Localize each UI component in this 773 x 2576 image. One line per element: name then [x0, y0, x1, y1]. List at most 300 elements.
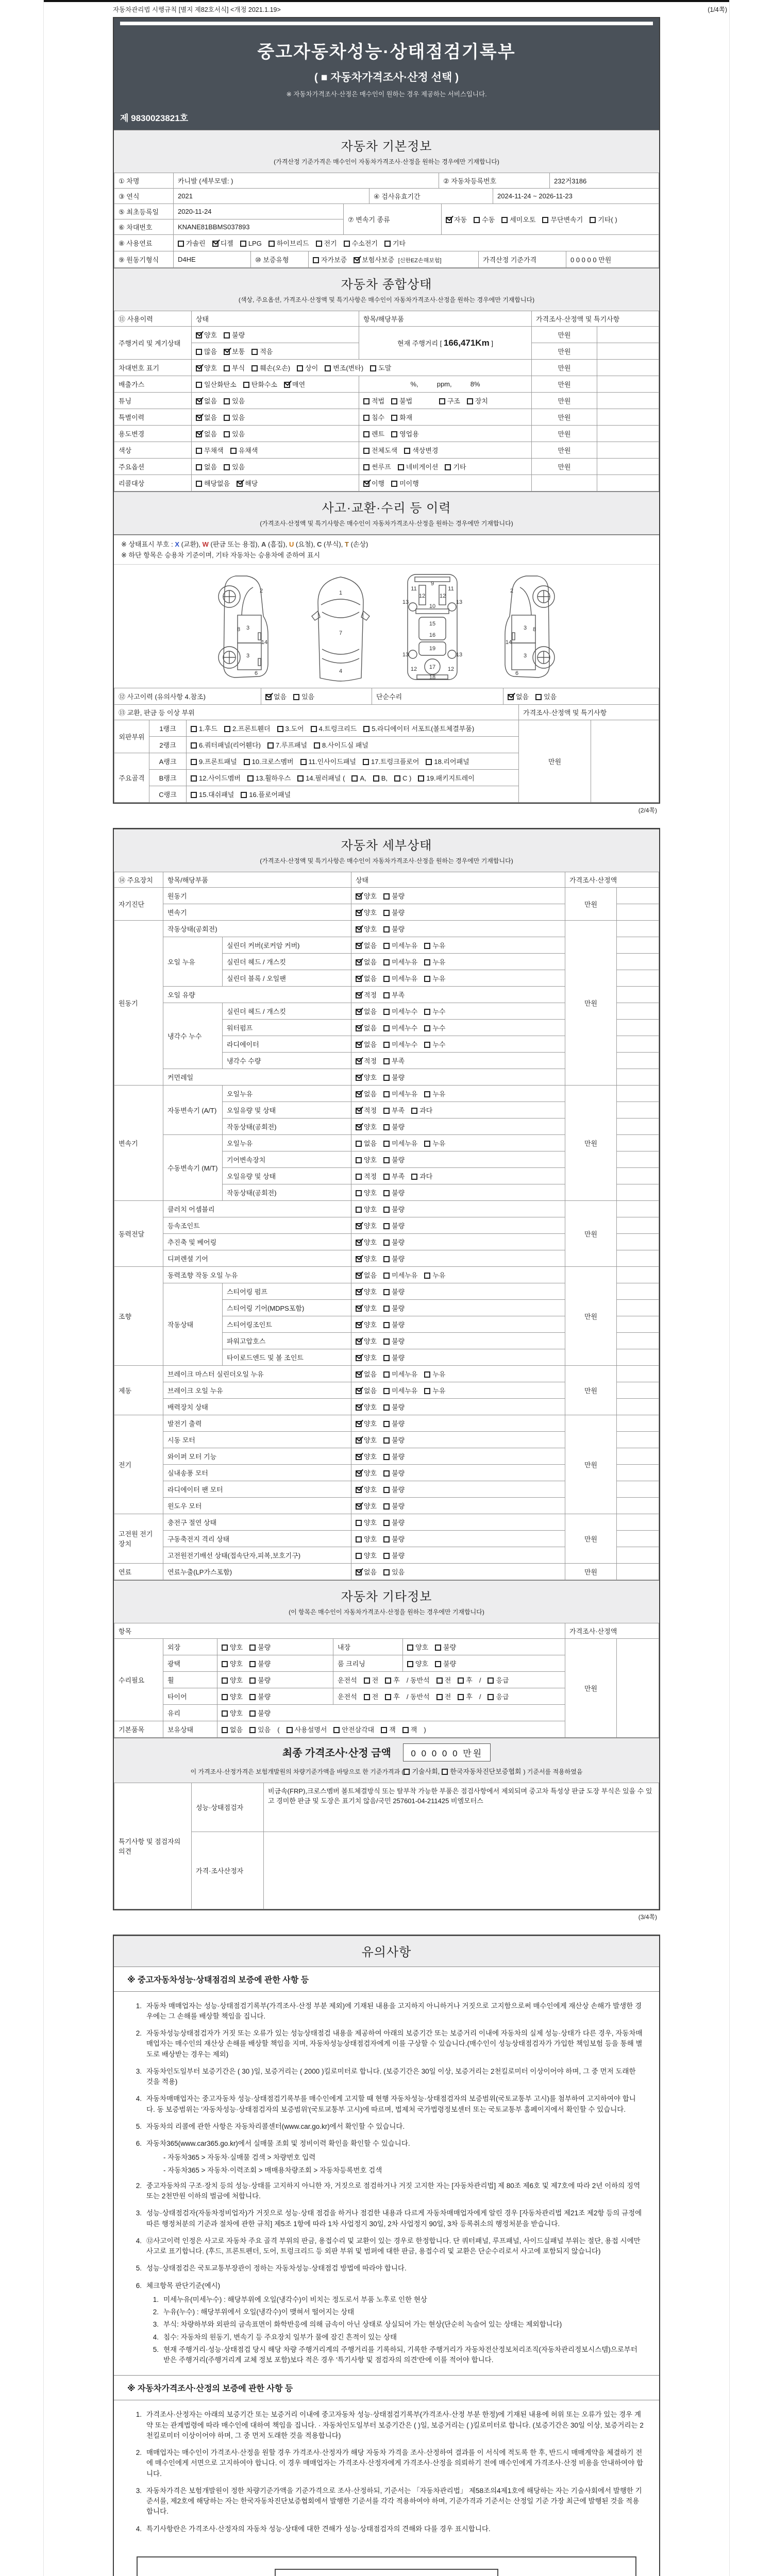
option — [383, 1221, 405, 1230]
price-cell: 만원 — [565, 1200, 617, 1266]
option — [241, 789, 291, 799]
checkbox-unchecked[interactable] — [383, 1108, 390, 1114]
status-checks — [351, 887, 565, 904]
remark-cell — [617, 1464, 659, 1481]
current-mileage: 현재 주행거리 [ 166,471Km ] — [359, 327, 532, 360]
checkbox-unchecked[interactable] — [224, 415, 230, 421]
checkbox-unchecked[interactable] — [356, 1157, 362, 1163]
checkbox-unchecked[interactable] — [474, 217, 480, 223]
checkbox-unchecked[interactable] — [411, 1108, 417, 1114]
usage-kind-checks — [359, 426, 532, 442]
option — [356, 1138, 377, 1148]
checkbox-unchecked[interactable] — [383, 1322, 390, 1328]
transmission-type-checks — [442, 204, 659, 235]
checkbox-unchecked[interactable] — [191, 775, 197, 782]
option-label: 누유 — [432, 1139, 446, 1147]
checkbox-unchecked[interactable] — [224, 726, 230, 732]
item-label: 충전구 절연 상태 — [163, 1514, 351, 1530]
checkbox-unchecked[interactable] — [364, 1694, 370, 1700]
checkbox-unchecked[interactable] — [383, 1141, 390, 1147]
checkbox-unchecked[interactable] — [224, 464, 230, 470]
checkbox-checked[interactable] — [356, 1289, 362, 1295]
checkbox-unchecked[interactable] — [426, 759, 432, 765]
checkbox-unchecked[interactable] — [222, 1677, 228, 1684]
checkbox-checked[interactable] — [196, 398, 202, 404]
checkbox-checked[interactable] — [356, 1322, 362, 1328]
checkbox-unchecked[interactable] — [383, 1289, 390, 1295]
checkbox-unchecked[interactable] — [363, 431, 369, 437]
option — [383, 1534, 405, 1544]
checkbox-unchecked[interactable] — [222, 1727, 228, 1733]
checkbox-unchecked[interactable] — [224, 332, 230, 338]
checkbox-checked[interactable] — [356, 1404, 362, 1411]
checkbox-checked[interactable] — [356, 1256, 362, 1262]
checkbox-checked[interactable] — [356, 1273, 362, 1279]
checkbox-unchecked[interactable] — [311, 726, 317, 732]
checkbox-checked[interactable] — [356, 959, 362, 965]
checkbox-unchecked[interactable] — [243, 382, 249, 388]
checkbox-unchecked[interactable] — [356, 1207, 362, 1213]
checkbox-unchecked[interactable] — [222, 1645, 228, 1651]
sub-group: 작동상태 — [163, 1283, 223, 1365]
option-label: 없음 — [364, 1139, 377, 1147]
state-code-legend: ※ 상태표시 부호 : X (교환), W (판금 또는 용접), A (흠집), U (요철), C (부식), T (손상) ※ 하단 항목은 승용차 기준이며, 기타 자동차는 승용차에 준하여 표시 — [114, 535, 659, 564]
checkbox-unchecked[interactable] — [222, 1694, 228, 1700]
checkbox-checked[interactable] — [356, 1108, 362, 1114]
checkbox-unchecked[interactable] — [383, 1157, 390, 1163]
checkbox-unchecked[interactable] — [383, 976, 390, 982]
checkbox-unchecked[interactable] — [191, 792, 197, 798]
remark-cell — [617, 1151, 659, 1167]
option-label: 불량 — [392, 1518, 405, 1527]
svg-text:3: 3 — [246, 652, 250, 659]
checkbox-unchecked[interactable] — [297, 365, 303, 371]
checkbox-unchecked[interactable] — [224, 365, 230, 371]
checkbox-unchecked[interactable] — [363, 464, 369, 470]
checkbox-unchecked[interactable] — [300, 759, 307, 765]
checkbox-unchecked[interactable] — [196, 349, 202, 355]
checkbox-unchecked[interactable] — [249, 1661, 256, 1667]
checkbox-unchecked[interactable] — [383, 1124, 390, 1130]
checkbox-unchecked[interactable] — [383, 1338, 390, 1345]
checkbox-checked[interactable] — [356, 1487, 362, 1493]
option — [436, 1691, 451, 1701]
checkbox-unchecked[interactable] — [383, 1091, 390, 1097]
checkbox-unchecked[interactable] — [249, 1677, 256, 1684]
item-label: 라디에이터 — [223, 1036, 351, 1052]
checkbox-checked[interactable] — [508, 694, 514, 700]
checkbox-checked[interactable] — [356, 1503, 362, 1510]
checkbox-unchecked[interactable] — [391, 415, 397, 421]
checkbox-unchecked[interactable] — [424, 1091, 430, 1097]
status-checks — [351, 1250, 565, 1266]
checkbox-unchecked[interactable] — [383, 1174, 390, 1180]
item-label: 타이로드엔드 및 볼 조인트 — [223, 1349, 351, 1365]
checkbox-unchecked[interactable] — [244, 759, 250, 765]
checkbox-checked[interactable] — [354, 257, 360, 263]
checkbox-checked[interactable] — [356, 1388, 362, 1394]
option-label: 불량 — [392, 1485, 405, 1494]
checkbox-unchecked[interactable] — [356, 1553, 362, 1559]
option — [249, 1691, 271, 1701]
option — [356, 1550, 377, 1560]
checkbox-unchecked[interactable] — [356, 1190, 362, 1196]
checkbox-unchecked[interactable] — [196, 464, 202, 470]
checkbox-unchecked[interactable] — [383, 1569, 390, 1575]
checkbox-unchecked[interactable] — [385, 1694, 391, 1700]
checkbox-unchecked[interactable] — [178, 241, 184, 247]
checkbox-checked[interactable] — [356, 1470, 362, 1477]
checkbox-unchecked[interactable] — [383, 910, 390, 916]
checkbox-checked[interactable] — [356, 1075, 362, 1081]
checkbox-unchecked[interactable] — [333, 1727, 340, 1733]
checkbox-unchecked[interactable] — [391, 431, 397, 437]
checkbox-checked[interactable] — [356, 893, 362, 900]
code-c: C — [317, 540, 322, 548]
option-label: 누유 — [432, 974, 446, 982]
checkbox-unchecked[interactable] — [424, 943, 430, 949]
checkbox-checked[interactable] — [356, 1355, 362, 1361]
checkbox-unchecked[interactable] — [391, 398, 397, 404]
warranty-type-checks — [313, 256, 394, 264]
checkbox-unchecked[interactable] — [224, 398, 230, 404]
checkbox-unchecked[interactable] — [424, 1141, 430, 1147]
checkbox-unchecked[interactable] — [501, 217, 508, 223]
checkbox-checked[interactable] — [356, 1240, 362, 1246]
option-label: 네비게이션 — [406, 463, 439, 471]
checkbox-unchecked[interactable] — [196, 448, 202, 454]
checkbox-unchecked[interactable] — [383, 1437, 390, 1444]
special-kind-checks — [359, 409, 532, 426]
checkbox-unchecked[interactable] — [404, 1769, 410, 1775]
checkbox-unchecked[interactable] — [277, 726, 283, 732]
item-label: 연료누출(LP가스포함) — [163, 1563, 351, 1580]
checkbox-unchecked[interactable] — [407, 1645, 413, 1651]
column-header: 상태 — [192, 311, 359, 327]
checkbox-unchecked[interactable] — [442, 1769, 448, 1775]
checkbox-checked[interactable] — [356, 976, 362, 982]
accident-history-title: 사고·교환·수리 등 이력 — [322, 501, 451, 515]
checkbox-unchecked[interactable] — [356, 1536, 362, 1543]
checkbox-unchecked[interactable] — [488, 1694, 494, 1700]
checkbox-unchecked[interactable] — [383, 1240, 390, 1246]
checkbox-unchecked[interactable] — [287, 1727, 293, 1733]
option-label: 불량 — [443, 1659, 457, 1668]
checkbox-unchecked[interactable] — [363, 398, 369, 404]
status-checks — [351, 1316, 565, 1332]
checkbox-unchecked[interactable] — [435, 1645, 441, 1651]
option-label: 불량 — [258, 1659, 271, 1668]
checkbox-unchecked[interactable] — [385, 1677, 391, 1684]
checkbox-unchecked[interactable] — [424, 1371, 430, 1378]
option-label: 불량 — [392, 1535, 405, 1543]
checkbox-unchecked[interactable] — [436, 1677, 443, 1684]
final-appraisal-band — [114, 1738, 659, 1783]
checkbox-unchecked[interactable] — [356, 1141, 362, 1147]
checkbox-unchecked[interactable] — [356, 1520, 362, 1526]
checkbox-unchecked[interactable] — [439, 398, 445, 404]
checkbox-checked[interactable] — [356, 1569, 362, 1575]
option-label: 불량 — [392, 1353, 405, 1362]
checkbox-unchecked[interactable] — [230, 448, 237, 454]
checkbox-unchecked[interactable] — [383, 1553, 390, 1559]
checkbox-unchecked[interactable] — [251, 349, 258, 355]
row-label: 리콜대상 — [114, 475, 192, 492]
checkbox-unchecked[interactable] — [436, 1694, 443, 1700]
checkbox-unchecked[interactable] — [383, 959, 390, 965]
checkbox-unchecked[interactable] — [224, 431, 230, 437]
checkbox-unchecked[interactable] — [458, 1677, 464, 1684]
checkbox-unchecked[interactable] — [383, 1009, 390, 1015]
checkbox-unchecked[interactable] — [293, 694, 299, 700]
checkbox-unchecked[interactable] — [391, 481, 397, 487]
notice-item: 2. 자동차성능상태점검자가 거짓 또는 오류가 있는 성능상태점검 내용을 제공하여 아래의 보증기간 또는 보증거리 이내에 자동차의 실제 성능·상태가 다른 경우, 자동차매매업자는 매수인의 재산상 손해를 배상할 책임을 지며, 자동차성능상태점검자에게 이를 구상할 수 있습니다.(매수인이 성능상태점검자가 가입한 책임보험 등을 통해 별도로 배상받는 경우는 제외) — [136, 2029, 643, 2058]
checkbox-unchecked[interactable] — [268, 241, 275, 247]
checkbox-checked[interactable] — [356, 1058, 362, 1064]
option — [247, 773, 291, 783]
option-label: 미세누유 — [392, 974, 418, 982]
checkbox-unchecked[interactable] — [424, 1042, 430, 1048]
checkbox-unchecked[interactable] — [313, 257, 319, 263]
option — [424, 1270, 445, 1280]
checkbox-unchecked[interactable] — [383, 1371, 390, 1378]
checkbox-unchecked[interactable] — [383, 943, 390, 949]
checkbox-unchecked[interactable] — [383, 1256, 390, 1262]
checkbox-unchecked[interactable] — [364, 1677, 370, 1684]
status-checks — [351, 904, 565, 920]
item-label: 룸 크리닝 — [333, 1655, 403, 1671]
option — [402, 1724, 417, 1734]
status-checks — [351, 1266, 565, 1283]
checkbox-unchecked[interactable] — [251, 365, 258, 371]
checkbox-unchecked[interactable] — [297, 775, 304, 782]
checkbox-checked[interactable] — [356, 1223, 362, 1229]
checkbox-unchecked[interactable] — [424, 959, 430, 965]
option — [224, 412, 245, 422]
svg-text:14: 14 — [261, 639, 268, 646]
checkbox-unchecked[interactable] — [222, 1710, 228, 1717]
checkbox-unchecked[interactable] — [383, 1404, 390, 1411]
option-label: 미세누유 — [392, 1370, 418, 1378]
option-label: 전체도색 — [372, 447, 398, 454]
checkbox-checked[interactable] — [224, 349, 230, 355]
checkbox-unchecked[interactable] — [383, 1306, 390, 1312]
checkbox-unchecked[interactable] — [363, 448, 369, 454]
checkbox-checked[interactable] — [356, 1421, 362, 1427]
checkbox-unchecked[interactable] — [424, 1273, 430, 1279]
checkbox-unchecked[interactable] — [383, 1454, 390, 1460]
group-label: 외판부위 — [114, 720, 149, 753]
checkbox-unchecked[interactable] — [383, 1536, 390, 1543]
checkbox-checked[interactable] — [363, 481, 369, 487]
other-info-table — [114, 1623, 659, 1738]
notice-subitem: 4. 침수: 자동차의 원동기, 변속기 등 주요장치 일부가 물에 잠긴 흔적이 있는 상태 — [153, 2333, 397, 2341]
checkbox-unchecked[interactable] — [383, 1470, 390, 1477]
checkbox-unchecked[interactable] — [325, 365, 331, 371]
option — [311, 723, 357, 733]
checkbox-unchecked[interactable] — [398, 464, 404, 470]
checkbox-unchecked[interactable] — [363, 726, 369, 732]
checkbox-checked[interactable] — [356, 910, 362, 916]
checkbox-unchecked[interactable] — [383, 1058, 390, 1064]
notice-section-a-body — [114, 1992, 659, 2376]
checkbox-unchecked[interactable] — [535, 694, 542, 700]
option — [277, 723, 304, 733]
checkbox-unchecked[interactable] — [314, 742, 320, 749]
checkbox-unchecked[interactable] — [411, 1174, 417, 1180]
checkbox-unchecked[interactable] — [488, 1677, 494, 1684]
checkbox-unchecked[interactable] — [394, 775, 400, 782]
checkbox-unchecked[interactable] — [222, 1661, 228, 1667]
checkbox-unchecked[interactable] — [370, 365, 376, 371]
checkbox-unchecked[interactable] — [249, 1645, 256, 1651]
checkbox-unchecked[interactable] — [402, 1727, 409, 1733]
checkbox-unchecked[interactable] — [363, 415, 369, 421]
checkbox-checked[interactable] — [356, 1009, 362, 1015]
checkbox-unchecked[interactable] — [383, 1388, 390, 1394]
option-label: 미세누유 — [392, 1139, 418, 1147]
item-label: 배력장치 상태 — [163, 1398, 351, 1415]
checkbox-checked[interactable] — [196, 415, 202, 421]
code-u: U — [289, 540, 294, 548]
checkbox-checked[interactable] — [356, 943, 362, 949]
checkbox-checked[interactable] — [265, 694, 272, 700]
checkbox-unchecked[interactable] — [424, 1025, 430, 1031]
checkbox-unchecked[interactable] — [249, 1727, 256, 1733]
checkbox-checked[interactable] — [356, 1437, 362, 1444]
option-label: 해당 — [245, 480, 258, 487]
notice-item: 1. 가격조사·산정자는 아래의 보증기간 또는 보증거리 이내에 중고자동차 성능·상태점검기록부(가격조사·산정 부분 한정)에 기재된 내용에 허위 또는 오류가 있는 경우 계약 또는 관계법령에 따라 매수인에 대하여 책임을 집니다. · 자동차인도일부터 보증기간은 ( )일, 보증거리는 ( )킬로미터로 합니다. (보증기간은 30일 이상, 보증거리는 2천킬로미터 이상이어야 하며, 그 중 먼저 도래한 것을 적용합니다) — [136, 2411, 644, 2439]
checkbox-unchecked[interactable] — [267, 742, 274, 749]
checkbox-unchecked[interactable] — [383, 1421, 390, 1427]
checkbox-unchecked[interactable] — [383, 1190, 390, 1196]
checkbox-checked[interactable] — [356, 1338, 362, 1345]
status-checks — [351, 1200, 565, 1217]
checkbox-checked[interactable] — [356, 992, 362, 998]
checkbox-unchecked[interactable] — [381, 1727, 387, 1733]
option — [383, 1237, 405, 1247]
checkbox-unchecked[interactable] — [356, 1174, 362, 1180]
checkbox-unchecked[interactable] — [196, 481, 202, 487]
wheel-position-checks — [333, 1671, 565, 1688]
document-number: 제 9830023821호 — [120, 113, 189, 123]
option-label: 불량 — [258, 1676, 271, 1684]
final-appraisal-amount: 0 0 0 0 0 만원 — [403, 1743, 491, 1761]
checkbox-checked[interactable] — [212, 241, 219, 247]
checkbox-checked[interactable] — [356, 1371, 362, 1378]
checkbox-checked[interactable] — [196, 365, 202, 371]
checkbox-unchecked[interactable] — [383, 1223, 390, 1229]
option-label: 후 — [393, 1676, 400, 1684]
row-label: 튜닝 — [114, 393, 192, 409]
checkbox-unchecked[interactable] — [241, 792, 247, 798]
checkbox-unchecked[interactable] — [247, 775, 254, 782]
checkbox-unchecked[interactable] — [383, 1042, 390, 1048]
checkbox-unchecked[interactable] — [316, 241, 322, 247]
status-checks — [351, 1283, 565, 1299]
checkbox-checked[interactable] — [446, 217, 452, 223]
checkbox-checked[interactable] — [356, 1091, 362, 1097]
checkbox-unchecked[interactable] — [383, 1207, 390, 1213]
checkbox-unchecked[interactable] — [407, 1661, 413, 1667]
checkbox-unchecked[interactable] — [445, 464, 451, 470]
checkbox-unchecked[interactable] — [458, 1694, 464, 1700]
checkbox-unchecked[interactable] — [383, 1487, 390, 1493]
checkbox-checked[interactable] — [356, 1124, 362, 1130]
checkbox-unchecked[interactable] — [351, 775, 358, 782]
checkbox-unchecked[interactable] — [383, 893, 390, 900]
checkbox-unchecked[interactable] — [424, 1388, 430, 1394]
checkbox-checked[interactable] — [284, 382, 290, 388]
checkbox-unchecked[interactable] — [384, 241, 391, 247]
checkbox-unchecked[interactable] — [404, 448, 410, 454]
checkbox-unchecked[interactable] — [383, 992, 390, 998]
checkbox-unchecked[interactable] — [383, 1273, 390, 1279]
checkbox-unchecked[interactable] — [383, 1075, 390, 1081]
checkbox-unchecked[interactable] — [363, 759, 369, 765]
option — [356, 1188, 377, 1197]
option-label: 없음 — [364, 1370, 377, 1378]
option — [383, 924, 405, 934]
checkbox-unchecked[interactable] — [424, 1009, 430, 1015]
item-label: 스티어링 기어(MDPS포함) — [223, 1299, 351, 1316]
option-label: 불량 — [392, 908, 405, 917]
svg-text:11: 11 — [411, 585, 417, 592]
checkbox-checked[interactable] — [356, 1025, 362, 1031]
checkbox-unchecked[interactable] — [249, 1694, 256, 1700]
checkbox-unchecked[interactable] — [418, 775, 424, 782]
checkbox-unchecked[interactable] — [373, 775, 379, 782]
price-cell: 만원 — [565, 887, 617, 920]
checkbox-checked[interactable] — [196, 332, 202, 338]
notice-item: 3. 성능·상태점검자(자동차정비업자)가 거짓으로 성능·상태 점검을 하거나 점검한 내용과 다르게 자동차매매업자에게 알린 경우 [자동차관리법 제21조 제2항 등의 규정에 따른 행정처분의 기준과 절차에 관한 규칙] 제5조 1항에 따라 1차 사업정지 30일, 2차 사업정지 90일, 3차 등록취소의 행정처분을 받습니다. — [136, 2209, 642, 2228]
checkbox-unchecked[interactable] — [344, 241, 350, 247]
item-label: 클러치 어셈블리 — [163, 1200, 351, 1217]
checkbox-unchecked[interactable] — [435, 1661, 441, 1667]
option-label: 4.트렁크리드 — [318, 724, 357, 733]
checkbox-unchecked[interactable] — [383, 1520, 390, 1526]
option-label: 누수 — [432, 1024, 446, 1032]
checkbox-unchecked[interactable] — [249, 1710, 256, 1717]
checkbox-checked[interactable] — [356, 1042, 362, 1048]
checkbox-unchecked[interactable] — [196, 382, 202, 388]
checkbox-unchecked[interactable] — [424, 976, 430, 982]
checkbox-checked[interactable] — [356, 1306, 362, 1312]
checkbox-unchecked[interactable] — [542, 217, 548, 223]
checkbox-unchecked[interactable] — [590, 217, 596, 223]
basic-info-subtitle: (가격산정 기준가격은 매수인이 자동차가격조사·산정을 원하는 경우에만 기재합니다) — [274, 158, 499, 165]
status-checks — [351, 920, 565, 937]
checkbox-checked[interactable] — [356, 1454, 362, 1460]
checkbox-checked[interactable] — [196, 431, 202, 437]
checkbox-unchecked[interactable] — [191, 726, 197, 732]
status-checks — [351, 1151, 565, 1167]
checkbox-unchecked[interactable] — [383, 1355, 390, 1361]
option — [383, 1105, 405, 1115]
status-checks — [351, 1052, 565, 1069]
checkbox-unchecked[interactable] — [240, 241, 246, 247]
checkbox-unchecked[interactable] — [383, 1025, 390, 1031]
checkbox-checked[interactable] — [356, 926, 362, 933]
option — [488, 1675, 509, 1685]
checkbox-unchecked[interactable] — [383, 1503, 390, 1510]
checkbox-unchecked[interactable] — [467, 398, 473, 404]
option-label: 양호 — [230, 1659, 243, 1668]
checkbox-unchecked[interactable] — [191, 759, 197, 765]
checkbox-unchecked[interactable] — [191, 742, 197, 749]
checkbox-checked[interactable] — [237, 481, 243, 487]
checkbox-unchecked[interactable] — [383, 926, 390, 933]
